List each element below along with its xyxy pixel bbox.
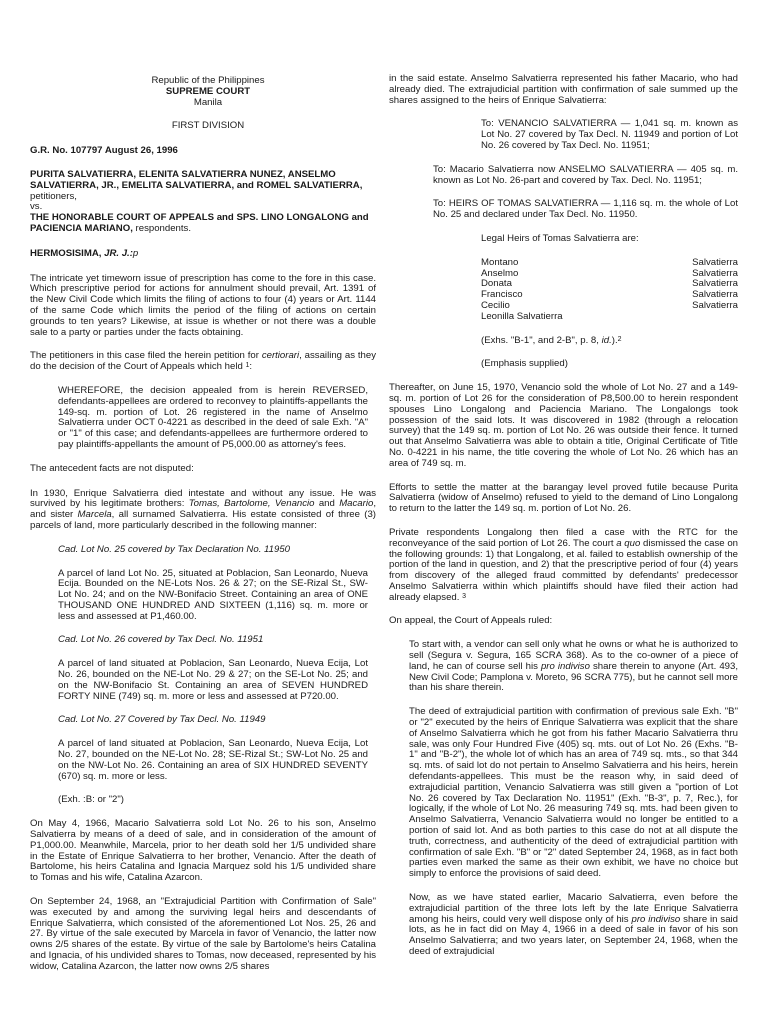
text-run: share in said lots, as he in fact did on May 4, 1966 in a deed of sale in favor of his son Anselmo Salvatierra; and two years later, on September 24, 1968, when the deed of extrajudicial (409, 913, 739, 957)
text-run: , all surnamed Salvatierra. His estate consisted of three (3) parcels of land, more particularly described in the following manner: (30, 509, 376, 531)
left-column (30, 76, 376, 973)
block-quote: WHEREFORE, the decision appealed from is herein REVERSED, defendants-appellees are ordered to reconvey to plaintiffs-appellants the 149-sq. m. portion of Lot. 26 registered in the name of Anselmo Salvatierra under OCT 0-4221 as described in the deed of sale Exh. "A" or "1" of this case; and defendants-appellees are furthermore ordered to pay plaintiffs-appellants the amount of P5,000.00 as attorney's fees. (58, 384, 368, 450)
paragraph (389, 528, 738, 604)
text-run: pro indiviso (631, 913, 681, 925)
heir-first-name: Donata (481, 278, 512, 290)
respondents-names: THE HONORABLE COURT OF APPEALS and SPS. LINO LONGALONG and PACIENCIA MARIANO, (30, 212, 369, 234)
paragraph: The intricate yet timeworn issue of prescription has come to the fore in this case. Which prescriptive period for actions for annulment should prevail, Art. 1391 of the New Civil Code which limits the filing of actions to four (4) years or Art. 1144 of the same Code which limits the period of the filing of actions on certain grounds to ten years? Likewise, at issue is whether or not there was a double sale to a party or parties under the facts obtaining. (30, 272, 376, 338)
text-run: and (314, 498, 340, 510)
petitioners (30, 170, 376, 202)
exhibit-ref: (Exh. :B: or "2") (58, 794, 124, 806)
heir-first-name: Cecilio (481, 299, 510, 311)
text-run: Private respondents Longalong then filed a case with the RTC for the reconveyance of the said portion of Lot 26. The court (389, 526, 738, 549)
heir-last-name: Salvatierra (692, 278, 738, 290)
republic-line: Republic of the Philippines (151, 75, 265, 86)
text-run: : (249, 361, 253, 373)
text-run: ). (611, 334, 618, 346)
text-run: Marcela (77, 509, 112, 521)
lot-title: Cad. Lot No. 26 covered by Tax Decl. No. 11951 (58, 634, 264, 646)
lot-description: A parcel of land situated at Poblacion, San Leonardo, Nueva Ecija, Lot No. 27, bounded on the NE-Lot No. 28; SE-Rizal St.; SW-Lot No. 25 and on the NW-Lot No. 26. Containing an area of SIX HUNDRED SEVENTY (670) sq. m. more or less. (58, 738, 368, 782)
emphasis-note: (Emphasis supplied) (481, 358, 568, 370)
paragraph: On appeal, the Court of Appeals ruled: (389, 615, 553, 627)
share-item: To: Macario Salvatierra now ANSELMO SALVATIERRA — 405 sq. m. known as Lot No. 26-part and covered by Tax. Decl. No. 11951; (433, 163, 738, 186)
text-run: In 1930, Enrique Salvatierra died intestate and without any issue. He was survived by his legitimate brothers: (30, 487, 376, 510)
paragraph: On September 24, 1968, an "Extrajudicial Partition with Confirmation of Sale" was executed by and among the surviving legal heirs and descendants of Enrique Salvatierra, which consisted of the aforementioned Lot Nos. 25, 26 and 27. By virtue of the sale executed by Marcela in favor of Venancio, the latter now owns 2/5 shares of the estate. By virtue of the sale by Bartolome's heirs Catalina and Ignacia, of his undivided shares to Tomas, now deceased, represented by his widow, Catalina Azarcon, the latter now owns 2/5 shares (30, 896, 376, 972)
court-name: SUPREME COURT (165, 85, 251, 97)
right-column (389, 74, 738, 958)
court-header (40, 76, 376, 132)
division-name: FIRST DIVISION (171, 120, 245, 132)
list-item (481, 258, 738, 269)
share-item: To: VENANCIO SALVATIERRA — 1,041 sq. m. known as Lot No. 27 covered by Tax Decl. N. 11949 and portion of Lot No. 26 covered by Tax Decl. No. 11951; (481, 118, 738, 151)
footnote-ref: 1 (245, 362, 250, 370)
text-run: pro indiviso (540, 660, 590, 672)
paragraph: in the said estate. Anselmo Salvatierra represented his father Macario, who had already died. The extrajudicial partition with confirmation of sale summed up the shares assigned to the heirs of Enrique Salvatierra: (389, 73, 738, 106)
footnote-ref: 2 (617, 335, 622, 343)
heir-first-name: Anselmo (481, 267, 519, 279)
ponente-name: HERMOSISIMA, (30, 247, 102, 259)
text-run: Now, as we have stated earlier, Macario Salvatierra, even before the extrajudicial partition of the three lots left by the late Enrique Salvatierra among his heirs, could very well dispose only of his (409, 892, 738, 925)
text-run: share therein to anyone (Art. 493, New Civil Code; Pamplona v. Moreto, 96 SCRA 775), but he cannot sell more than his share therein. (409, 660, 739, 694)
ponente-suffix: p (132, 247, 139, 259)
lot-title: Cad. Lot No. 27 Covered by Tax Decl. No. 11949 (58, 714, 266, 726)
list-item: Leonilla Salvatierra (481, 310, 563, 322)
heir-first-name: Montano (481, 256, 519, 268)
share-item: To: HEIRS OF TOMAS SALVATIERRA — 1,116 sq. m. the whole of Lot No. 25 and declared under Tax Decl. No. 11950. (433, 198, 738, 221)
text-run: To start with, a vendor can sell only what he owns or what he is authorized to sell (Segura v. Segura, 165 SCRA 368). As to the co-owner of a piece of land, he can of course sell his (409, 639, 738, 672)
text-run: certiorari (261, 350, 300, 362)
petitioners-role: petitioners, (30, 190, 77, 202)
heirs-title: Legal Heirs of Tomas Salvatierra are: (481, 232, 639, 244)
text-run: (Exhs. "B-1", and 2-B", p. 8, (481, 334, 602, 346)
block-quote: The deed of extrajudicial partition with confirmation of previous sale Exh. "B" or "2" executed by the heirs of Enrique Salvatierra was explicit that the share of Anselmo Salvatierra which he got from his father Macario Salvatierra thru sale, was only Four Hundred Five (405) sq. mts. out of Lot No. 26 (Exhs. "B-1" and "B-2"), the whole lot of which has an area of 749 sq. mts., so that 344 sq. mts. of said lot do not pertain to Anselmo Salvatierra and his heirs, herein defendants-appellees. This must be the reason why, in said deed of extrajudicial partition, Venancio Salvatierra was still given a "portion of Lot No. 26 covered by Tax Declaration No. 11951" (Exh. "B-3", p. 7, Rec.), for logically, if the whole of Lot No. 26 measuring 749 sq. mts. had been given to Anselmo Salvatierra, Venancio Salvatierra would no longer be entitled to a portion of said lot. And as both parties to this case do not at all dispute the truth, correctness, and authenticity of the deed of extrajudicial partition with confirmation of sale Exh. "B" or "2" dated September 24, 1968, as in fact both parties even marked the same as their own exhibit, we have no choice but simply to enforce the provisions of said deed. (409, 706, 738, 880)
footnote-ref: 3 (462, 592, 466, 600)
respondents-role: respondents. (132, 222, 192, 234)
case-number: G.R. No. 107797 August 26, 1996 (30, 145, 178, 157)
heir-first-name: Francisco (481, 289, 523, 301)
ponente (30, 249, 376, 260)
respondents (30, 213, 376, 235)
court-city: Manila (193, 96, 223, 108)
petitioners-names: PURITA SALVATIERRA, ELENITA SALVATIERRA NUNEZ, ANSELMO SALVATIERRA, JR., EMELITA SALVATIERRA, and ROMEL SALVATIERRA, (30, 168, 363, 191)
exhibit-ref (481, 336, 738, 347)
paragraph: On May 4, 1966, Macario Salvatierra sold Lot No. 26 to his son, Anselmo Salvatierra by means of a deed of sale, and in consideration of the amount of P1,000.00. Meanwhile, Marcela, prior to her death sold her 1/5 undivided share in the Estate of Enrique Salvatierra to her brother, Venancio. After the death of Bartolome, his heirs Catalina and Ignacia Marquez sold his 1/5 undivided share to Tomas and his wife, Catalina Azarcon. (30, 818, 376, 884)
text-run: Tomas, Bartolome, Venancio (188, 498, 315, 510)
heir-last-name: Salvatierra (692, 289, 738, 301)
heir-last-name: Salvatierra (692, 256, 738, 268)
text-run: id. (601, 334, 612, 346)
paragraph (30, 489, 376, 532)
text-run: , assailing as they do the decision of the Court of Appeals which held (30, 350, 376, 373)
heir-last-name: Salvatierra (692, 299, 738, 311)
heir-last-name: Salvatierra (692, 267, 738, 279)
text-run: a quo (616, 537, 641, 549)
versus: vs. (30, 201, 43, 213)
text-run: Macario (339, 498, 374, 510)
paragraph (30, 351, 376, 373)
paragraph: The antecedent facts are not disputed: (30, 462, 194, 474)
block-quote (409, 893, 738, 958)
heirs-list (481, 258, 738, 323)
paragraph: Thereafter, on June 15, 1970, Venancio sold the whole of Lot No. 27 and a 149-sq. m. portion of Lot 26 for the consideration of P8,500.00 to herein respondent spouses Lino Longalong and Paciencia Mariano. The Longalongs took possession of the said lots. It was discovered in 1982 (through a relocation survey) that the 149 sq. m. portion of Lot No. 26 was outside their fence. It turned out that Anselmo Salvatierra was able to obtain a title, Original Certificate of Title No. 0-4221 in his name, the title covering the whole of Lot No. 26 which has an area of 749 sq. m. (389, 382, 738, 469)
lot-description: A parcel of land Lot No. 25, situated at Poblacion, San Leonardo, Nueva Ecija. Bounded on the NE-Lots Nos. 26 & 27; on the SE-Rizal St., SW-Lot No. 24; and on the NW-Bonifacio Street. Containing an area of ONE THOUSAND ONE HUNDRED AND SIXTEEN (1,116) sq. m. more or less and assessed at P1,460.00. (58, 567, 368, 622)
text-run: dismissed the case on the following grounds: 1) that Longalong, et al. failed to establish ownership of the portion of the land in question, and 2) that the prescriptive period of four (4) years from discovery of the alleged fraud committed by defendants' predecessor Anselmo Salvatierra within which plaintiffs should have filed their action had already elapsed. (389, 537, 738, 603)
ponente-title: JR. J.: (101, 247, 133, 259)
lot-description: A parcel of land situated at Poblacion, San Leonardo, Nueva Ecija, Lot No. 26, bounded on the NE-Lot No. 29 & 27; on the SE-Lot No. 25; and on the NW-Bonifacio St. Containing an area of SEVEN HUNDRED FORTY NINE (749) sq. m. more or less and assessed at P720.00. (58, 658, 368, 702)
text-run: , and sister (30, 498, 376, 521)
paragraph: Efforts to settle the matter at the barangay level proved futile because Purita Salvatierra (widow of Anselmo) refused to yield to the demand of Lino Longalong to return to the latter the 149 sq. m. portion of Lot No. 26. (389, 481, 738, 515)
lot-title: Cad. Lot No. 25 covered by Tax Declaration No. 11950 (58, 543, 290, 555)
text-run: The petitioners in this case filed the herein petition for (30, 350, 262, 362)
block-quote (409, 640, 738, 694)
